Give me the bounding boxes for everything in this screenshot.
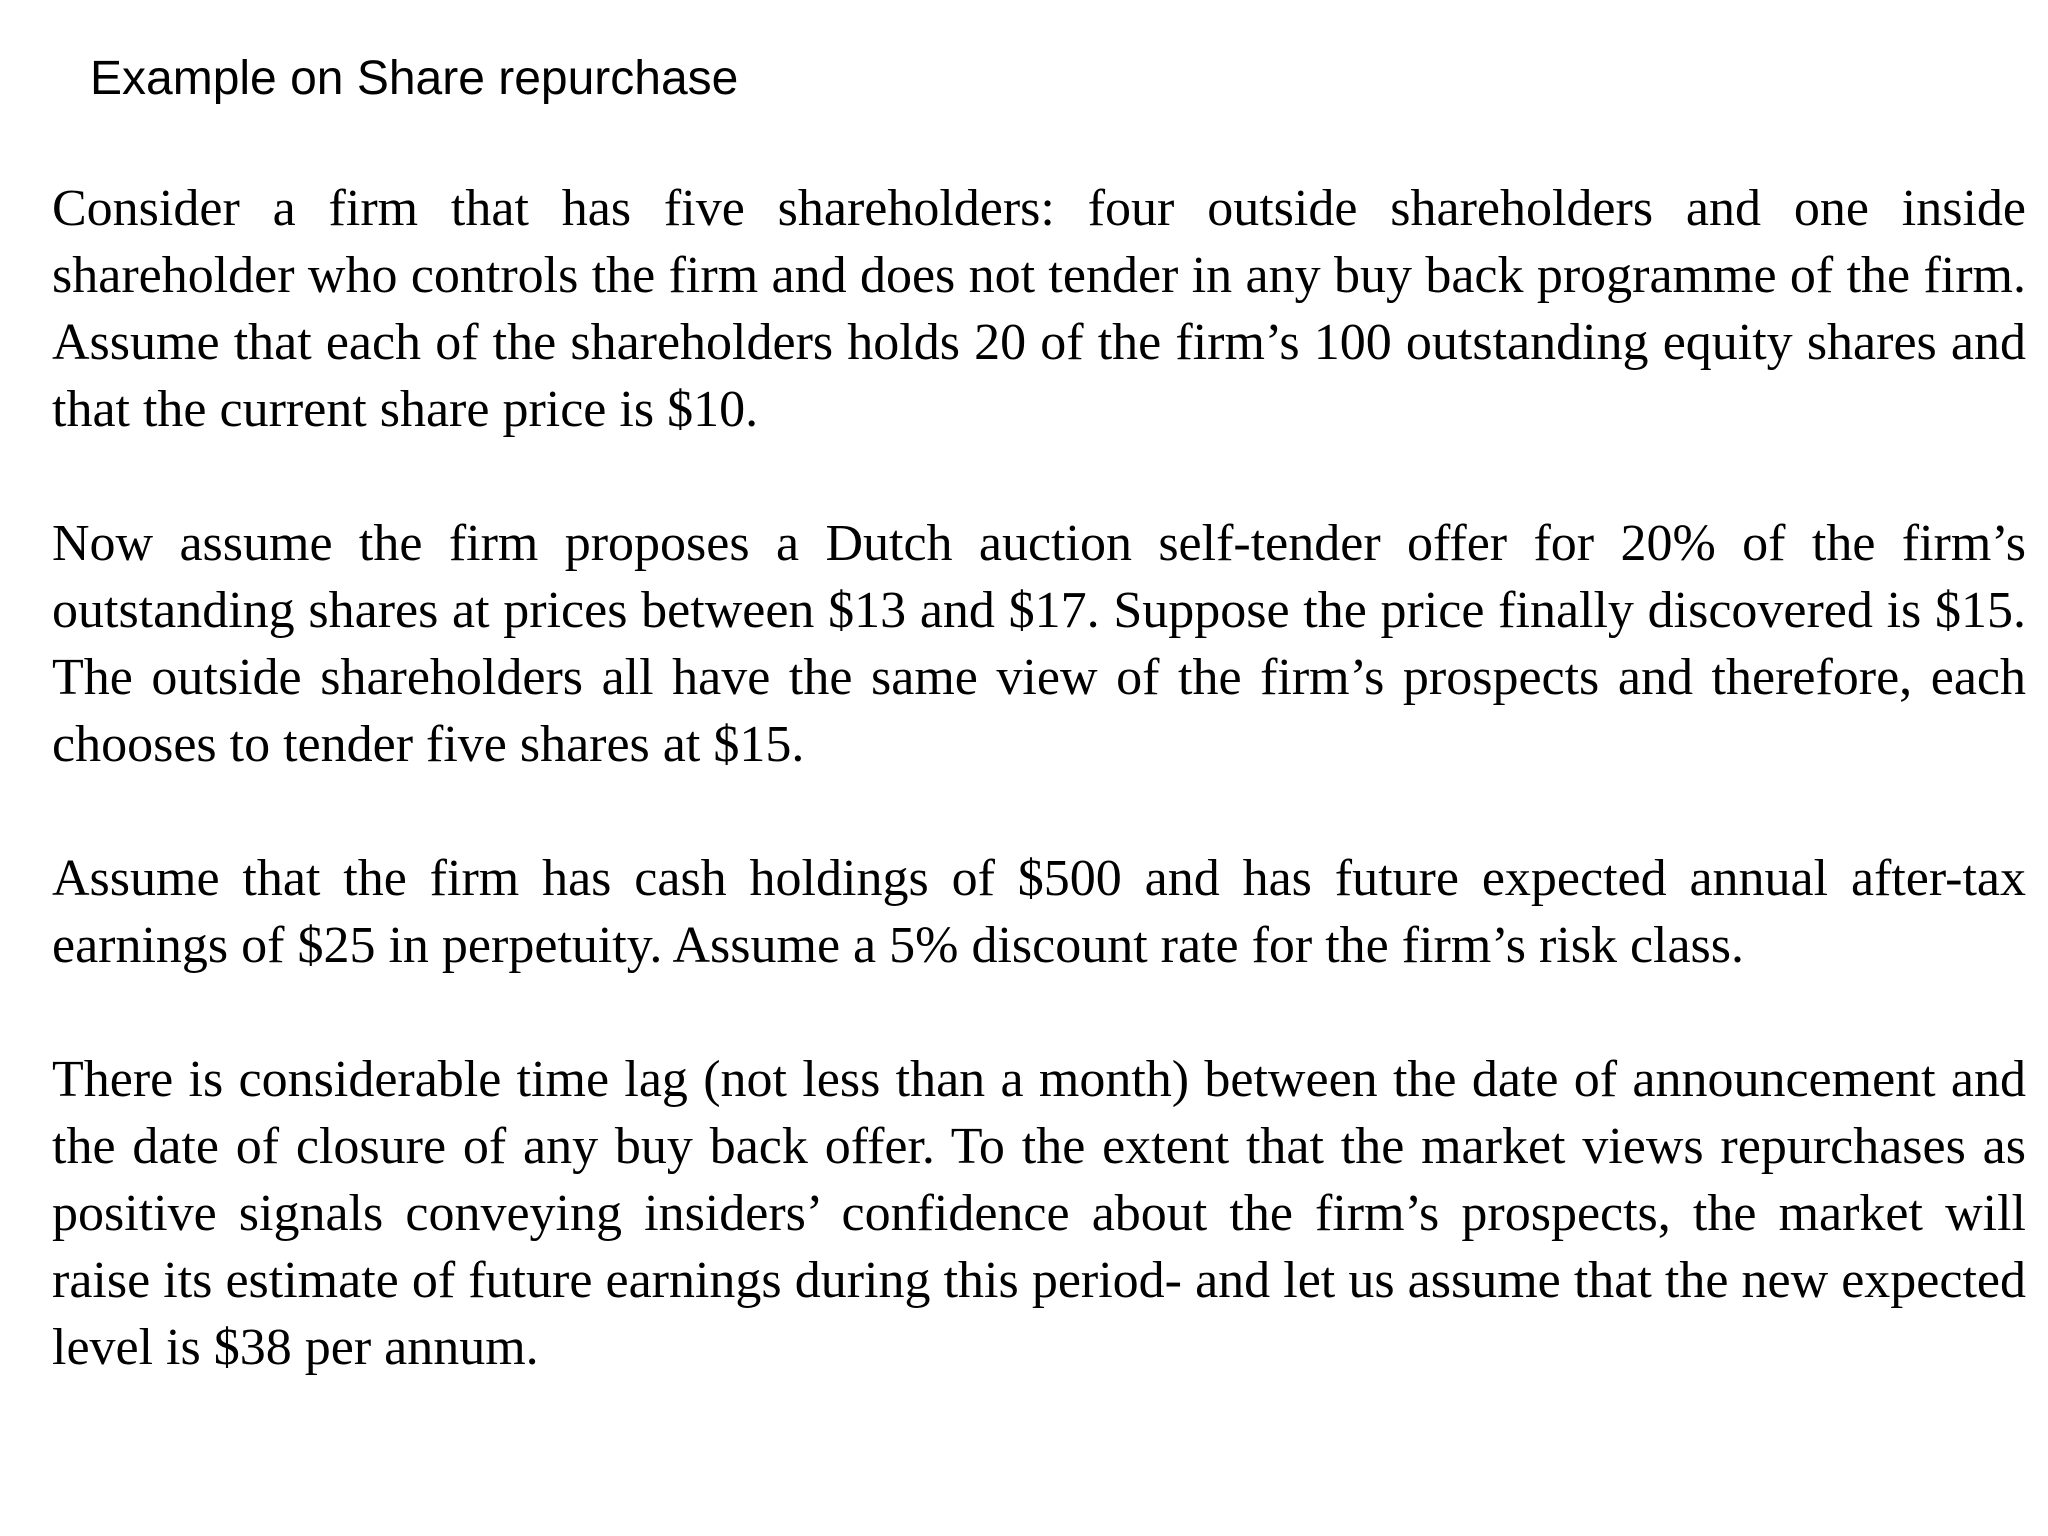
paragraph-time-lag: There is considerable time lag (not less than a month) between the date of announcement and the date of closure of any buy back offer. To the extent that the market views repurchases as positive signals conveying insiders’ confidence about the firm’s prospects, the market will raise its estimate of future earnings during this period- and let us assume that the new expected level is $38 per annum. [52, 1051, 2026, 1376]
paragraph-dutch-auction: Now assume the firm proposes a Dutch auction self-tender offer for 20% of the firm’s outstanding shares at prices between $13 and $17. Suppose the price finally discovered is $15. The outside shareholders all have the same view of the firm’s prospects and therefore, each chooses to tender five shares at $15. [52, 515, 2026, 773]
paragraph-cash-earnings: Assume that the firm has cash holdings of $500 and has future expected annual after-tax earnings of $25 in perpetuity. Assume a 5% discount rate for the firm’s risk class. [52, 850, 2026, 974]
paragraph-shareholders: Consider a firm that has five shareholders: four outside shareholders and one inside shareholder who controls the firm and does not tender in any buy back programme of the firm. Assume that each of the shareholders holds 20 of the firm’s 100 outstanding equity shares and that the current share price is $10. [52, 180, 2026, 438]
document-heading: Example on Share repurchase [90, 52, 739, 105]
document-body [52, 175, 2026, 1381]
